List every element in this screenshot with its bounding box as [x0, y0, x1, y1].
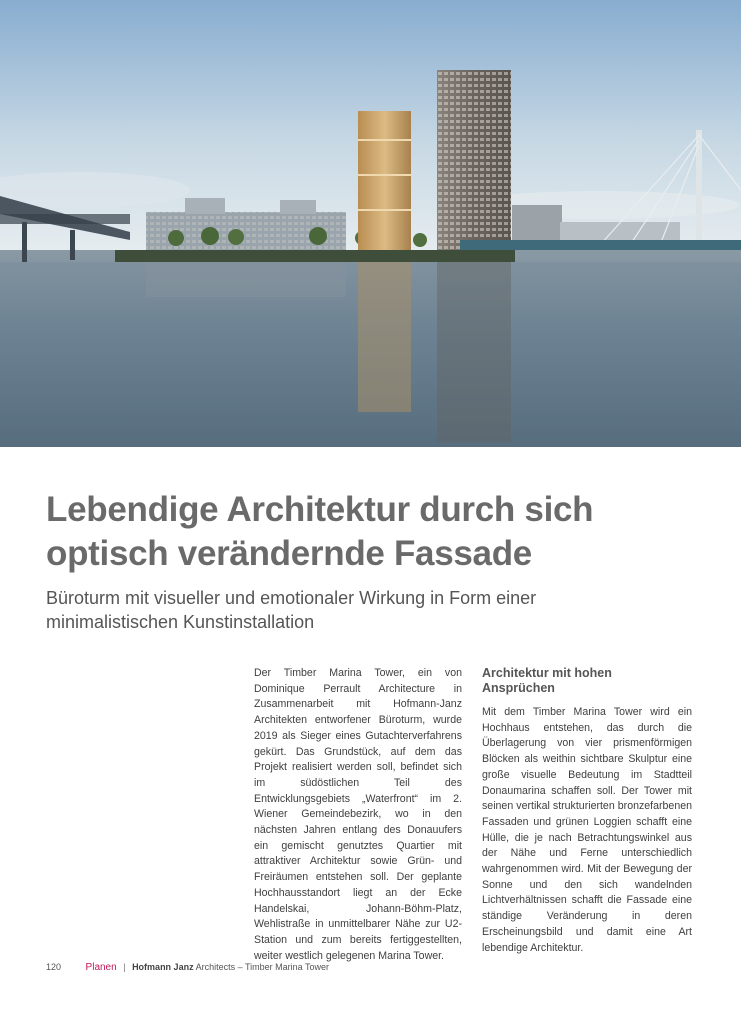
left-column	[254, 666, 462, 964]
hero-image	[0, 0, 741, 447]
right-column-text: Mit dem Timber Marina Tower wird ein Hochhaus entstehen, das durch die Überlagerung von vier prismenförmigen Blöcken als weithin sichtbare Skulptur eine große visuelle Bedeutung im Stadtteil Donaumarina schaffen soll. Der Tower mit seinen vertikal strukturierten bronzefarbenen Fassaden und grünen Loggien schafft eine Hülle, die je nach Betrachtungswinkel aus der Nähe und Ferne unterschiedlich wahrgenommen wird. Mit der Bewegung der Sonne und den sich wandelnden Lichtverhältnissen schafft die Fassade eine ständige Veränderung in deren Erscheinungsbild und damit eine Art lebendige Architektur.	[482, 706, 692, 954]
article-title	[46, 488, 706, 576]
footer-separator: |	[123, 962, 126, 972]
footer-suffix: Architects – Timber Marina Tower	[195, 962, 329, 972]
firm-name: Hofmann Janz	[132, 962, 194, 972]
section-name: Planen	[85, 962, 117, 973]
article-subtitle	[46, 586, 706, 634]
title-line-1: Lebendige Architektur durch sich	[46, 490, 594, 529]
section-heading-line-1: Architektur mit hohen	[482, 666, 612, 680]
left-column-text: Der Timber Marina Tower, ein von Dominique Perrault Architecture in Zusammenarbeit mit Hofmann-Janz Architekten entworfener Büroturm, wurde 2019 als Sieger eines Gutachterverfahrens gekürt. Das Grundstück, auf dem das Projekt realisiert werden soll, befindet sich im südöstlichen Teil des Entwicklungsgebiets „Waterfront“ im 2. Wiener Gemeindebezirk, wo in den nächsten Jahren entlang des Donauufers ein gemischt genutztes Quartier mit attraktiver Architektur sowie Grün- und Freiräumen entstehen soll. Der geplante Hochhausstandort liegt an der Ecke Handelskai, Johann-Böhm-Platz, Wehlistraße in unmittelbarer Nähe zur U2-Station und zum bereits fertiggestellten, weiter westlich gelegenen Marina Tower.	[254, 667, 462, 962]
title-line-2: optisch verändernde Fassade	[46, 534, 532, 573]
section-heading-line-2: Ansprüchen	[482, 681, 555, 695]
page-number: 120	[46, 962, 62, 972]
section-heading	[482, 666, 692, 696]
page-footer	[46, 962, 329, 973]
subtitle-line-2: minimalistischen Kunstinstallation	[46, 612, 315, 632]
right-column	[482, 666, 692, 956]
subtitle-line-1: Büroturm mit visueller und emotionaler Wirkung in Form einer	[46, 588, 537, 608]
